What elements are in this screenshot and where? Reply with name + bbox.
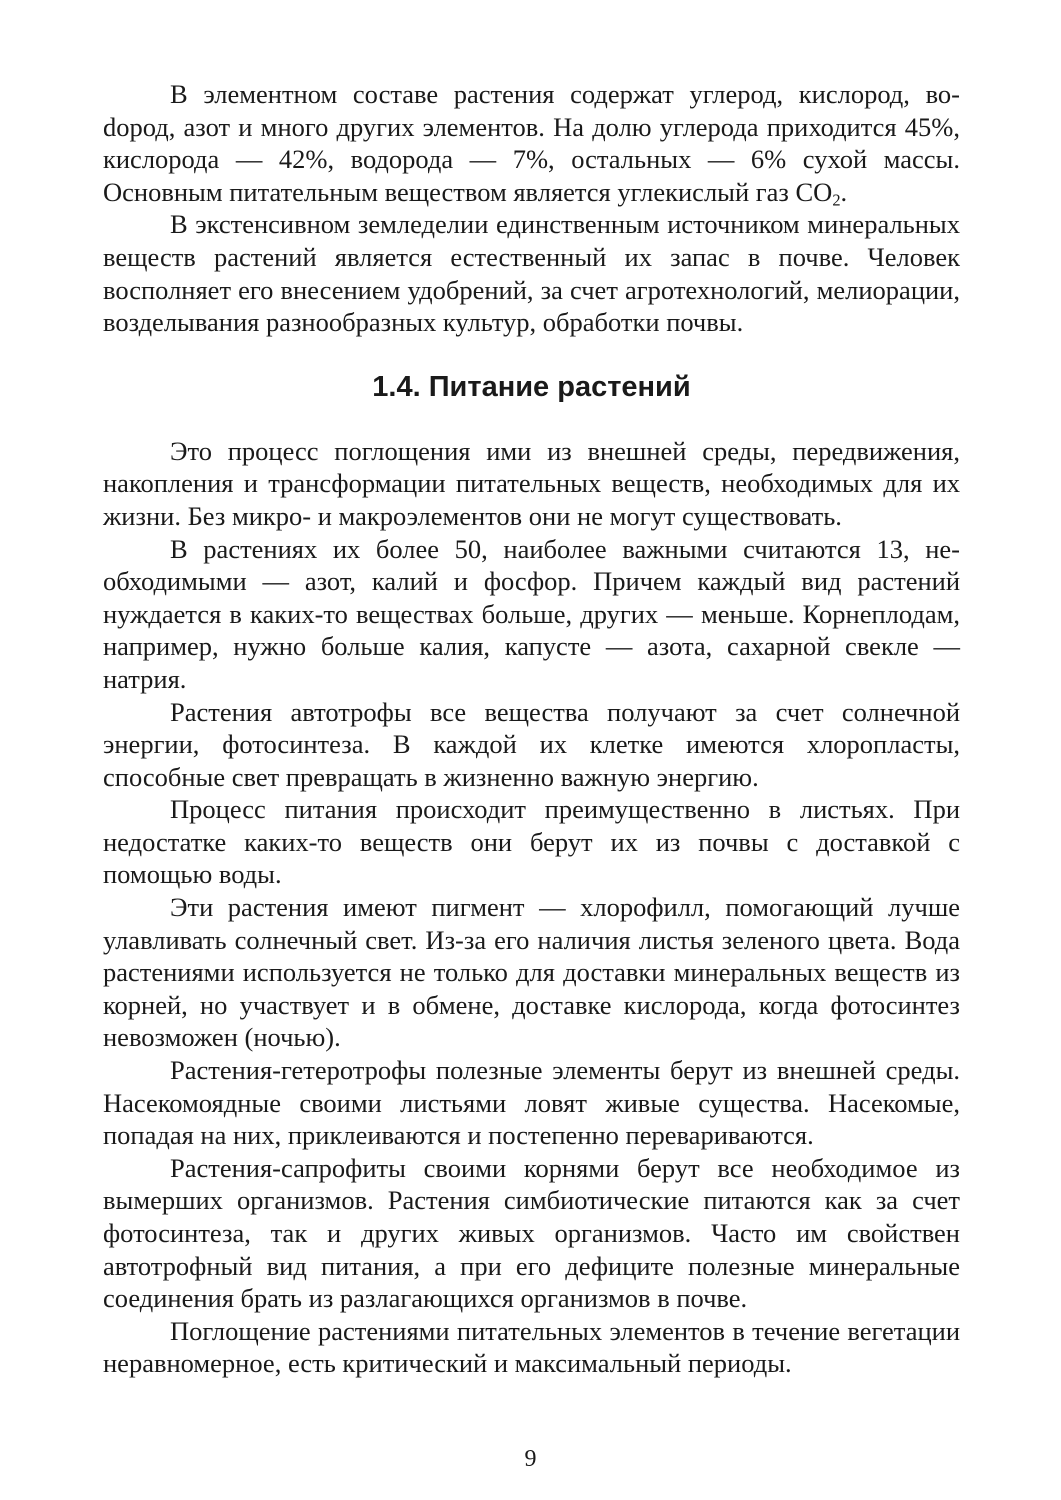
paragraph: Растения-гетеротрофы полезные элементы берут из внешней среды. Насекомоядные своими листьями ловят живые существа. Насекомые, попадая на них, приклеиваются и постепенно перевариваются. [103,1055,960,1151]
paragraph-text: В элементном составе растения содержат углерод, кислород, воdород, азот и много других элементов. На долю углерода приходится 45%, кислорода — 42%, водорода — 7%, остальных — 6% сухой массы. Основным питательным веществом является углекислый газ CO [103,79,960,207]
paragraph: Поглощение растениями питательных элементов в течение вегетации неравномерное, есть критический и максимальный периоды. [103,1315,960,1379]
page-number: 9 [524,1446,537,1472]
paragraph-elemental-composition [103,78,960,208]
page-body [103,78,960,1380]
paragraph: Растения автотрофы все вещества получают за счет солнечной энергии, фотосинтеза. В каждой их клетке имеются хлоропласты, способные свет превращать в жизненно важную энергию. [103,696,960,792]
co2-subscript: 2 [832,190,841,210]
paragraph-extensive-farming: В экстенсивном земледелии единственным источником минеральных веществ растений является естественный их запас в почве. Человек восполняет его внесением удобрений, за счет агротехнологий, мелиорации, возделывания разнообразных культур, обработки почвы. [103,209,960,338]
paragraph: Это процесс поглощения ими из внешней среды, передвижения, накопления и трансформации питательных веществ, необходимых для их жизни. Без микро- и макроэлементов они не могут существовать. [103,435,960,531]
paragraph: Растения-сапрофиты своими корнями берут все необходимое из вымерших организмов. Растения симбиотические питаются как за счет фотосинтеза, так и других живых организмов. Часто им свойствен автотрофный вид питания, а при его дефиците полезные минеральные соединения брать из разлагающихся организмов в почве. [103,1152,960,1314]
paragraph: Эти растения имеют пигмент — хлорофилл, помогающий лучше улавливать солнечный свет. Из-за его наличия листья зеленого цвета. Вода растениями используется не только для доставки минеральных веществ из корней, но участвует и в обмене, доставке кислорода, когда фотосинтез невозможен (ночью). [103,892,960,1053]
paragraph: Процесс питания происходит преимущественно в листьях. При недостатке каких-то веществ они берут их из почвы с доставкой с помощью воды. [103,794,960,890]
paragraph-tail: . [840,176,848,207]
paragraph: В растениях их более 50, наиболее важными считаются 13, необходимыми — азот, калий и фосфор. Причем каждый вид растений нуждается в каких-то веществах больше, других — меньше. Корнеплодам, например, нужно больше калия, капусте — азота, сахарной свекле — натрия. [103,533,960,694]
section-heading: 1.4. Питание растений [372,370,691,403]
